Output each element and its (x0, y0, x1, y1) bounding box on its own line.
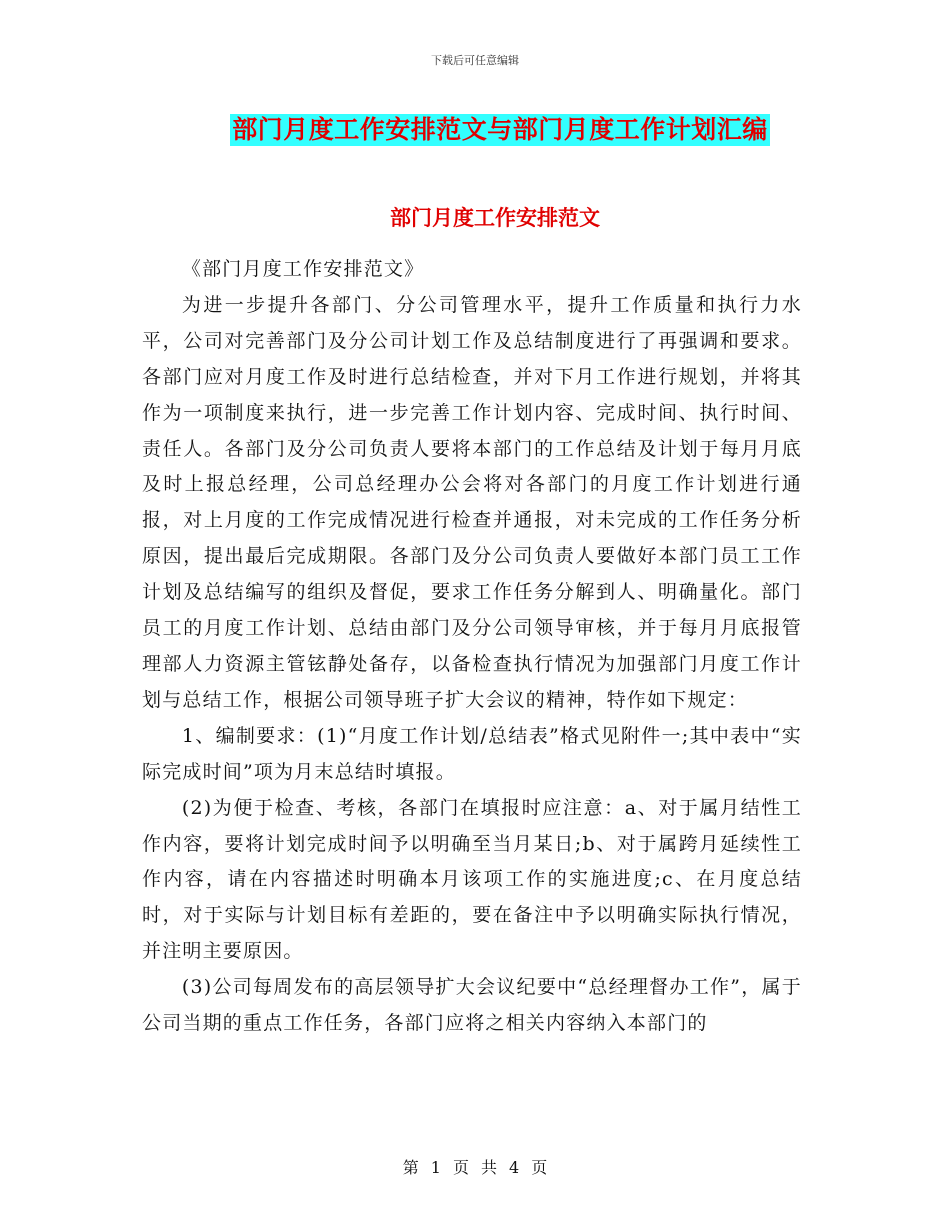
main-title-container (0, 114, 950, 146)
footer-page-mid: 页 (452, 1158, 469, 1177)
section-title: 部门月度工作安排范文 (390, 205, 600, 230)
footer-page-prefix: 第 (402, 1158, 419, 1177)
paragraph-intro: 为进一步提升各部门、分公司管理水平，提升工作质量和执行力水平，公司对完善部门及分公司计划工作及总结制度进行了再强调和要求。各部门应对月度工作及时进行总结检查，并对下月工作进行规划，并将其作为一项制度来执行，进一步完善工作计划内容、完成时间、执行时间、责任人。各部门及分公司负责人要将本部门的工作总结及计划于每月月底及时上报总经理，公司总经理办公会将对各部门的月度工作计划进行通报，对上月度的工作完成情况进行检查并通报，对未完成的工作任务分析原因，提出最后完成期限。各部门及分公司负责人要做好本部门员工工作计划及总结编写的组织及督促，要求工作任务分解到人、明确量化。部门员工的月度工作计划、总结由部门及分公司领导审核，并于每月月底报管理部人力资源主管铉静处备存，以备检查执行情况为加强部门月度工作计划与总结工作，根据公司领导班子扩大会议的精神，特作如下规定： (142, 293, 802, 711)
document-body (142, 252, 802, 1042)
paragraph-requirement-2: (2)为便于检查、考核，各部门在填报时应注意：a、对于属月结性工作内容，要将计划完成时间予以明确至当月某日;b、对于属跨月延续性工作内容，请在内容描述时明确本月该项工作的实施进度;c、在月度总结时，对于实际与计划目标有差距的，要在备注中予以明确实际执行情况，并注明主要原因。 (142, 796, 802, 963)
footer-total-pages: 4 (509, 1158, 520, 1177)
footer-page-number: 1 (430, 1158, 441, 1177)
page-footer (0, 1155, 950, 1178)
paragraph-book-title: 《部门月度工作安排范文》 (181, 258, 425, 280)
header-note: 下载后可任意编辑 (431, 54, 519, 67)
paragraph-requirement-3: (3)公司每周发布的高层领导扩大会议纪要中“总经理督办工作”，属于公司当期的重点工作任务，各部门应将之相关内容纳入本部门的 (142, 976, 802, 1035)
paragraph-requirement-1: 1、编制要求：(1)“月度工作计划/总结表”格式见附件一;其中表中“实际完成时间”项为月末总结时填报。 (142, 724, 802, 783)
footer-total-prefix: 共 (481, 1158, 498, 1177)
footer-total-suffix: 页 (531, 1158, 548, 1177)
main-title: 部门月度工作安排范文与部门月度工作计划汇编 (232, 115, 768, 144)
